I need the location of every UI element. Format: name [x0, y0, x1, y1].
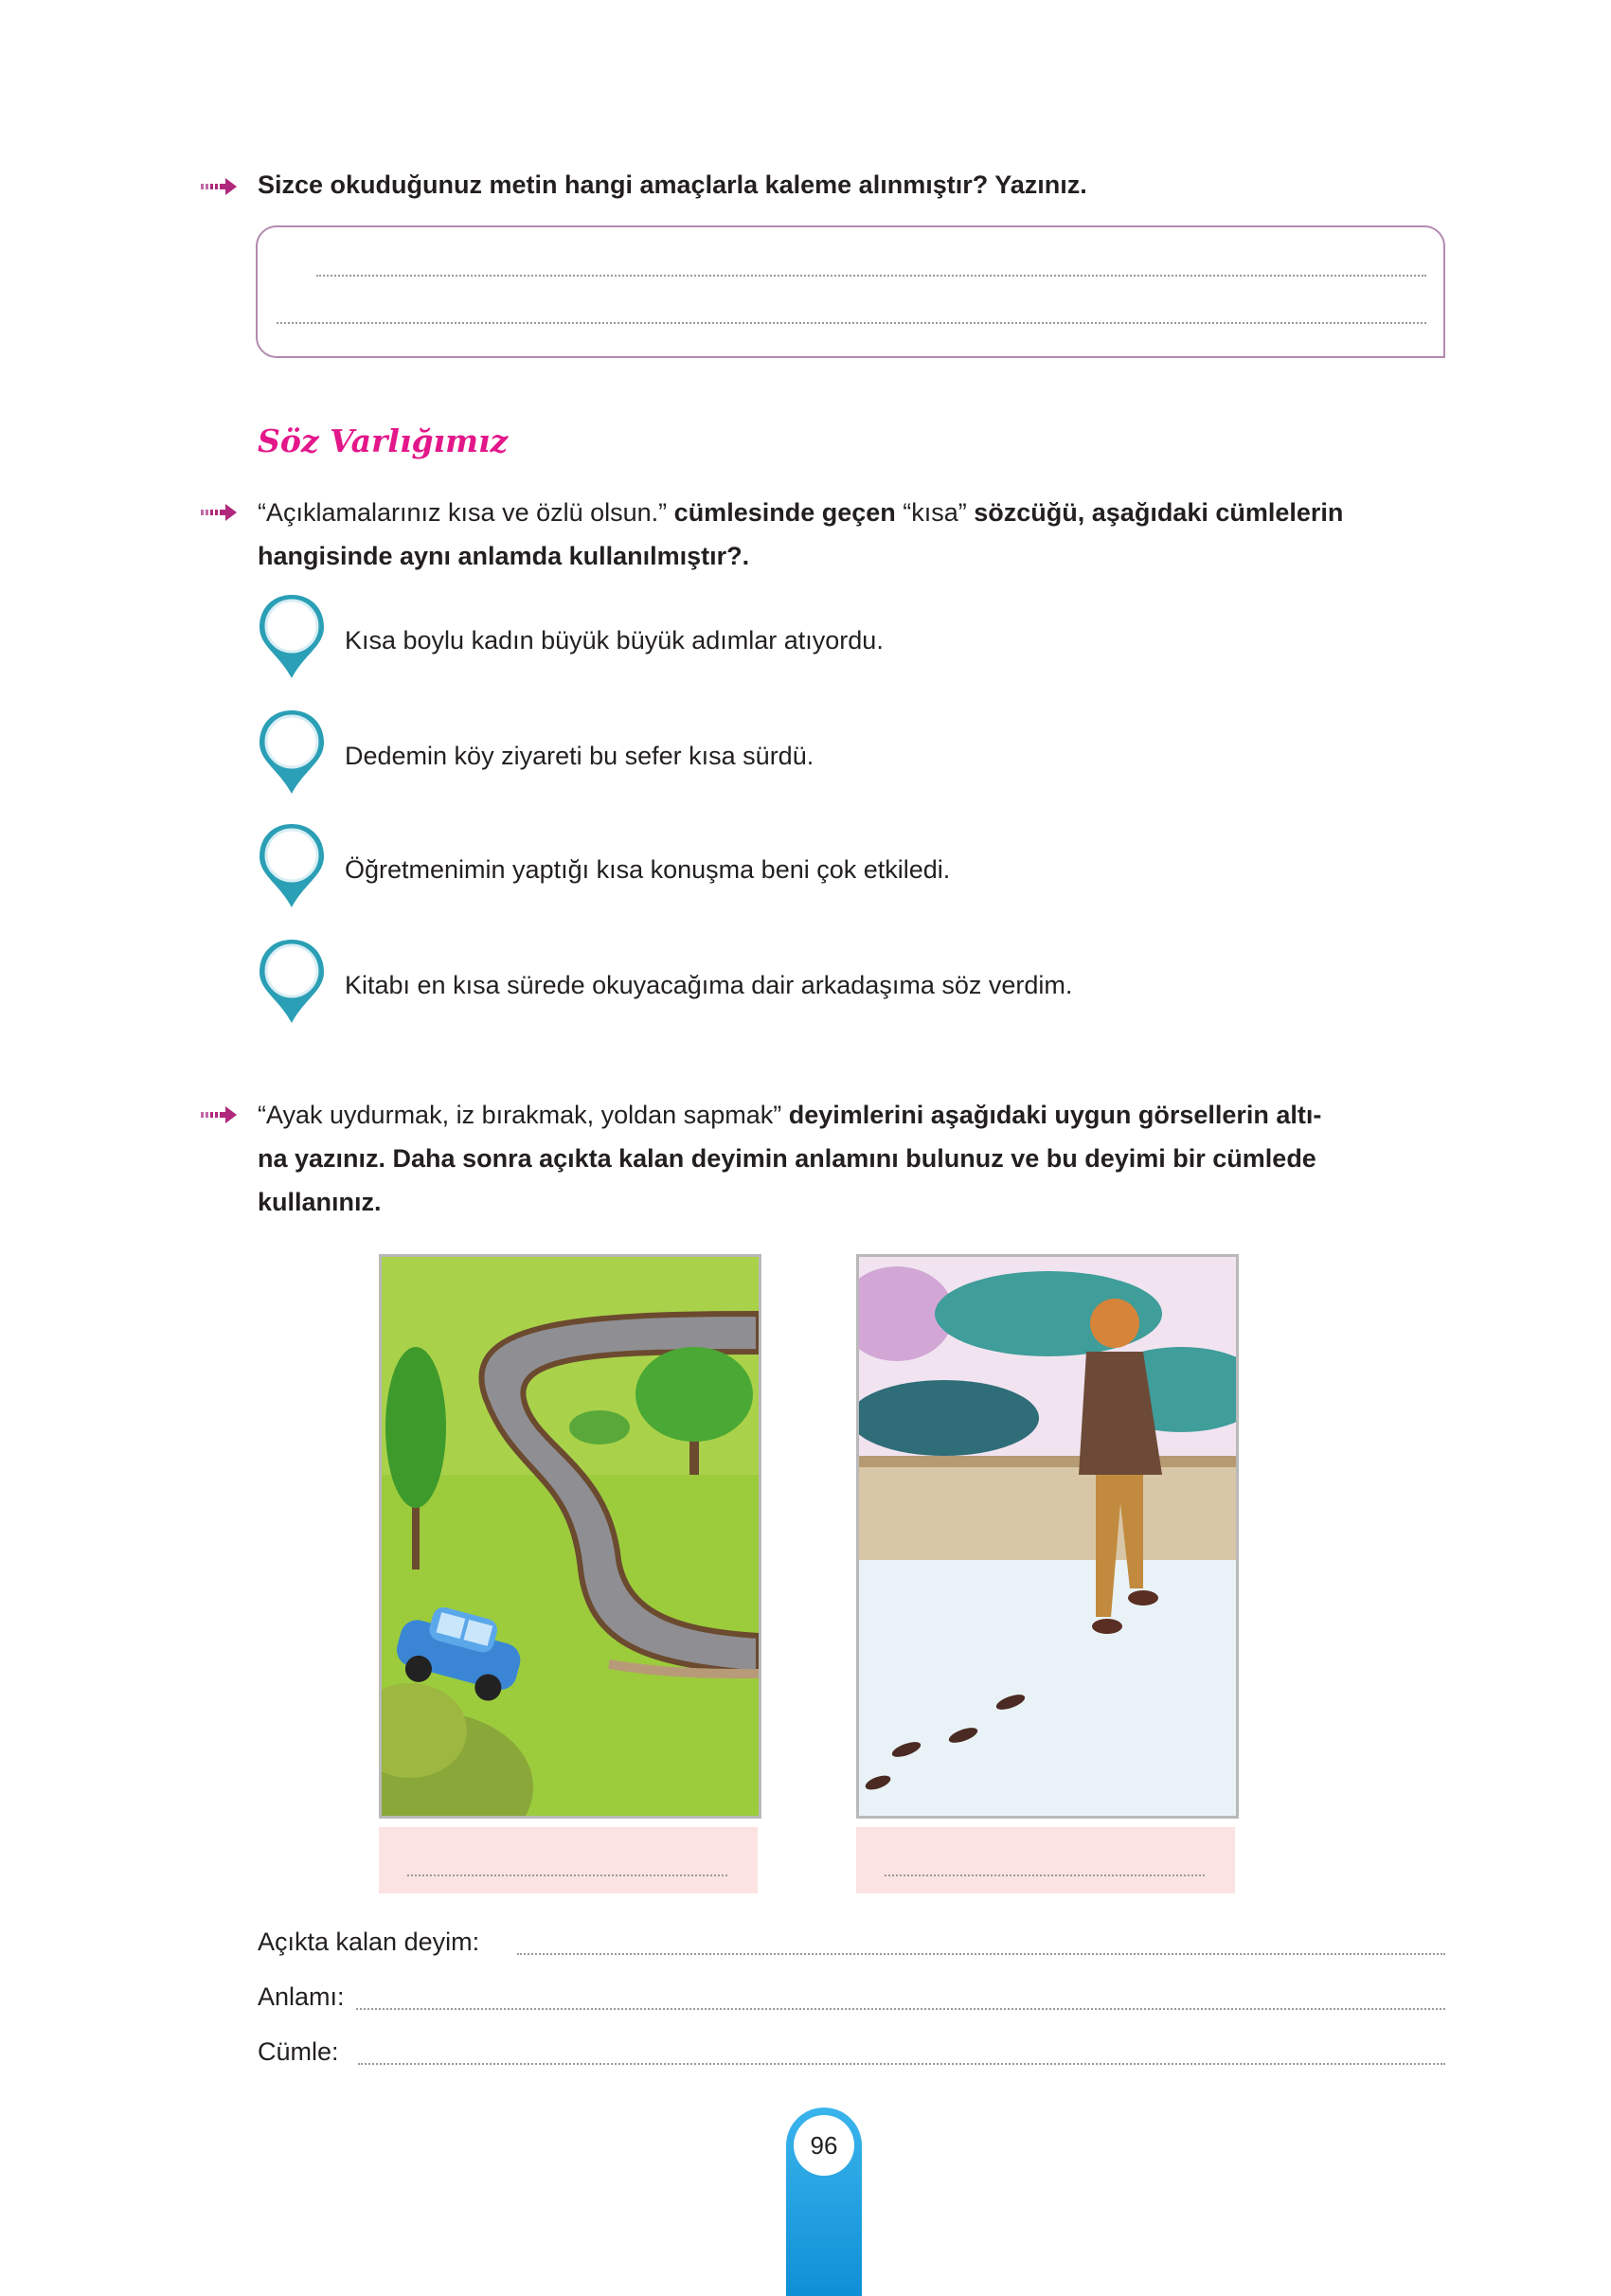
page-number: 96: [794, 2115, 854, 2176]
option-pin-icon[interactable]: [256, 820, 328, 911]
option-pin-icon[interactable]: [256, 591, 328, 682]
option-3[interactable]: Öğretmenimin yaptığı kısa konuşma beni çok etkiledi.: [345, 855, 951, 884]
arrow-bullet-icon: [201, 1104, 239, 1125]
option-pin-icon[interactable]: [256, 707, 328, 798]
q3-bold-1: deyimlerini aşağıdaki uygun görsellerin altı-: [781, 1101, 1322, 1129]
car-road-icon: [382, 1257, 759, 1816]
question-3-line-3: kullanınız.: [258, 1188, 382, 1216]
illustration-footprints-snow: [856, 1254, 1239, 1819]
question-3-line-2: na yazınız. Daha sonra açıkta kalan deyimin anlamını bulunuz ve bu deyimi bir cümlede: [258, 1144, 1316, 1173]
label-box-1[interactable]: [379, 1827, 758, 1893]
question-2-line-2: hangisinde aynı anlamda kullanılmıştır?.: [258, 542, 750, 570]
option-pin-icon[interactable]: [256, 936, 328, 1027]
answer-line-2[interactable]: [277, 322, 1426, 324]
question-2-line-1: [258, 491, 1343, 534]
idiom-label: Açıkta kalan deyim:: [258, 1928, 480, 1956]
q2-bold-1: cümlesinde geçen: [667, 498, 904, 527]
option-4[interactable]: Kitabı en kısa sürede okuyacağıma dair arkadaşıma söz verdim.: [345, 971, 1073, 999]
answer-line-1[interactable]: [316, 275, 1426, 277]
illustration-car-off-road: [379, 1254, 761, 1819]
q2-quote: “Açıklamalarınız kısa ve özlü olsun.”: [258, 498, 668, 527]
label-line-1[interactable]: [407, 1874, 727, 1876]
answer-box[interactable]: [256, 225, 1445, 358]
meaning-line[interactable]: [356, 2008, 1445, 2010]
sentence-label: Cümle:: [258, 2037, 339, 2066]
section-title: Söz Varlığımız: [258, 422, 509, 459]
q3-idioms: “Ayak uydurmak, iz bırakmak, yoldan sapmak”: [258, 1101, 782, 1129]
snow-walk-icon: [859, 1257, 1236, 1816]
meaning-label: Anlamı:: [258, 1982, 345, 2011]
option-2[interactable]: Dedemin köy ziyareti bu sefer kısa sürdü.: [345, 742, 814, 770]
arrow-bullet-icon: [201, 502, 239, 523]
question-1: Sizce okuduğunuz metin hangi amaçlarla kaleme alınmıştır? Yazınız.: [258, 170, 1087, 199]
arrow-bullet-icon: [201, 176, 239, 197]
label-line-2[interactable]: [885, 1874, 1205, 1876]
label-box-2[interactable]: [856, 1827, 1235, 1893]
idiom-line[interactable]: [517, 1953, 1445, 1955]
q2-word: “kısa”: [903, 498, 967, 527]
option-1[interactable]: Kısa boylu kadın büyük büyük adımlar atıyordu.: [345, 626, 884, 655]
q2-bold-2: sözcüğü, aşağıdaki cümlelerin: [966, 498, 1344, 527]
sentence-line[interactable]: [358, 2063, 1445, 2065]
question-3-line-1: [258, 1093, 1321, 1137]
